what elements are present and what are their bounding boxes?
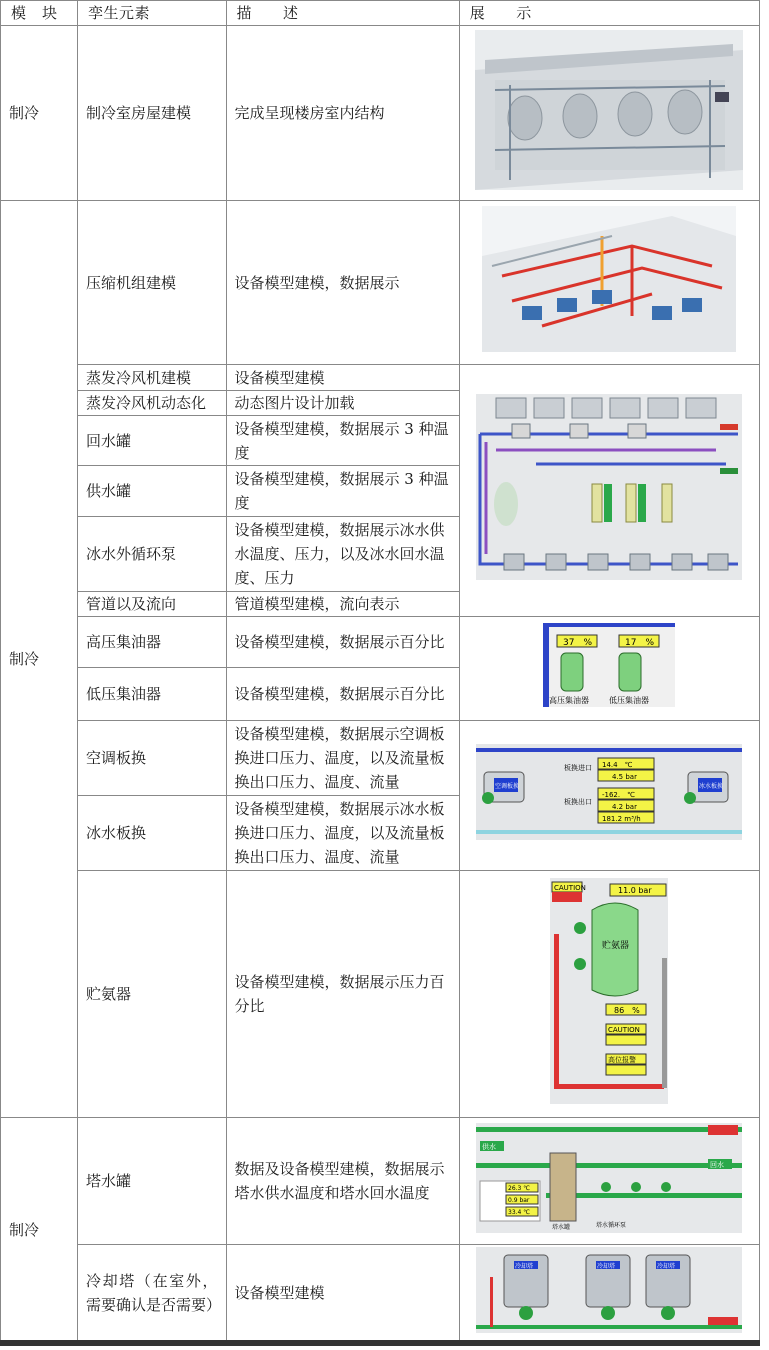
cooling-tower-label-2: 冷却塔 (597, 1262, 616, 1270)
element-cell: 冰水板换 (78, 796, 227, 871)
table-row (1, 721, 760, 796)
tower-pump-label: 塔水循环泵 (596, 1221, 627, 1229)
display-cell (459, 617, 759, 721)
header-element: 孪生元素 (78, 1, 227, 26)
display-cell (459, 1245, 759, 1342)
outlet-pressure: 4.2 bar (612, 803, 638, 811)
display-cell (459, 201, 759, 365)
element-cell: 贮氨器 (78, 871, 227, 1118)
plate-heat-exchanger-diagram-image (476, 744, 742, 840)
outlet-flow: 181.2 m³/h (602, 815, 642, 823)
description-cell: 设备模型建模 (226, 1245, 459, 1342)
cooling-tower-label-1: 冷却塔 (515, 1262, 534, 1270)
table-row (1, 871, 760, 1118)
low-collector-label: 低压集油器 (609, 696, 650, 705)
display-cell (459, 1118, 759, 1245)
description-cell: 设备模型建模，数据展示空调板换进口压力、温度，以及流量板换出口压力、温度、流量 (226, 721, 459, 796)
description-cell: 设备模型建模，数据展示冰水供水温度、压力，以及冰水回水温度、压力 (226, 517, 459, 592)
table-row (1, 201, 760, 365)
tower-temp-2: 33.4 ℃ (508, 1208, 531, 1216)
cooling-system-diagram-image (476, 394, 742, 580)
ammonia-receiver-diagram-image (550, 878, 668, 1104)
outlet-label: 板换出口 (564, 798, 593, 806)
display-cell (459, 871, 759, 1118)
header-description: 描 述 (226, 1, 459, 26)
description-cell: 设备模型建模，数据展示冰水板换进口压力、温度，以及流量板换出口压力、温度、流量 (226, 796, 459, 871)
table-row (1, 26, 760, 201)
element-cell: 低压集油器 (78, 668, 227, 721)
table-row (1, 617, 760, 668)
element-cell: 冰水外循环泵 (78, 517, 227, 592)
return-label: 回水 (710, 1160, 725, 1169)
supply-label: 供水 (482, 1142, 497, 1151)
description-cell: 设备模型建模，数据展示百分比 (226, 668, 459, 721)
element-cell: 塔水罐 (78, 1118, 227, 1245)
tower-water-tank-diagram-image (476, 1123, 742, 1233)
header-display: 展 示 (459, 1, 759, 26)
cooling-tower-label-3: 冷却塔 (657, 1262, 676, 1270)
oil-collector-diagram-image (543, 623, 675, 707)
inlet-label: 板换进口 (564, 764, 593, 772)
tower-temp-1: 26.3 ℃ (508, 1184, 531, 1192)
table-header-row (1, 1, 760, 26)
table-row (1, 365, 760, 391)
display-cell (459, 26, 759, 201)
module-cell: 制冷 (1, 1118, 78, 1342)
display-cell (459, 365, 759, 617)
description-cell: 设备模型建模 (226, 365, 459, 391)
element-cell: 制冷室房屋建模 (78, 26, 227, 201)
description-cell: 管道模型建模，流向表示 (226, 592, 459, 617)
outlet-temp: -162. ℃ (602, 791, 636, 799)
receiver-tank-label: 贮氨器 (602, 940, 630, 951)
bottom-rule (0, 1340, 760, 1346)
tower-pressure: 0.9 bar (508, 1196, 530, 1204)
ac-plate-unit-label: 空调板换 (495, 783, 520, 790)
description-cell: 设备模型建模，数据展示 3 种温度 (226, 416, 459, 466)
description-cell: 完成呈现楼房室内结构 (226, 26, 459, 201)
element-cell: 回水罐 (78, 416, 227, 466)
compressor-3d-render-image (482, 206, 736, 352)
table-row (1, 1245, 760, 1342)
element-cell: 空调板换 (78, 721, 227, 796)
description-cell: 动态图片设计加载 (226, 391, 459, 416)
header-module: 模 块 (1, 1, 78, 26)
high-alarm-label: 高位报警 (608, 1055, 637, 1064)
element-cell: 蒸发冷风机建模 (78, 365, 227, 391)
description-cell: 设备模型建模，数据展示 3 种温度 (226, 466, 459, 517)
high-collector-label: 高压集油器 (549, 696, 590, 705)
caution-label-2: CAUTION (608, 1025, 641, 1034)
table-row (1, 1118, 760, 1245)
inlet-temp: 14.4 ℃ (602, 761, 633, 769)
high-collector-percent: 37 % (563, 638, 593, 648)
description-cell: 设备模型建模，数据展示压力百分比 (226, 871, 459, 1118)
inlet-pressure: 4.5 bar (612, 773, 638, 781)
room-3d-render-image (475, 30, 743, 190)
element-cell: 高压集油器 (78, 617, 227, 668)
description-cell: 设备模型建模，数据展示 (226, 201, 459, 365)
chilled-plate-unit-label: 冰水板换 (699, 783, 724, 790)
element-cell: 供水罐 (78, 466, 227, 517)
element-cell: 蒸发冷风机动态化 (78, 391, 227, 416)
element-cell: 压缩机组建模 (78, 201, 227, 365)
module-cell: 制冷 (1, 26, 78, 201)
element-cell: 冷却塔（在室外，需要确认是否需要） (78, 1245, 227, 1342)
low-collector-percent: 17 % (625, 638, 655, 648)
description-cell: 数据及设备模型建模，数据展示塔水供水温度和塔水回水温度 (226, 1118, 459, 1245)
description-cell: 设备模型建模，数据展示百分比 (226, 617, 459, 668)
element-cell: 管道以及流向 (78, 592, 227, 617)
tower-tank-label: 塔水罐 (552, 1223, 571, 1231)
cooling-tower-diagram-image (476, 1247, 742, 1333)
receiver-level: 86 % (614, 1005, 641, 1015)
display-cell (459, 721, 759, 871)
receiver-pressure: 11.0 bar (618, 885, 652, 895)
caution-label: CAUTION (554, 883, 587, 892)
module-cell: 制冷 (1, 201, 78, 1118)
